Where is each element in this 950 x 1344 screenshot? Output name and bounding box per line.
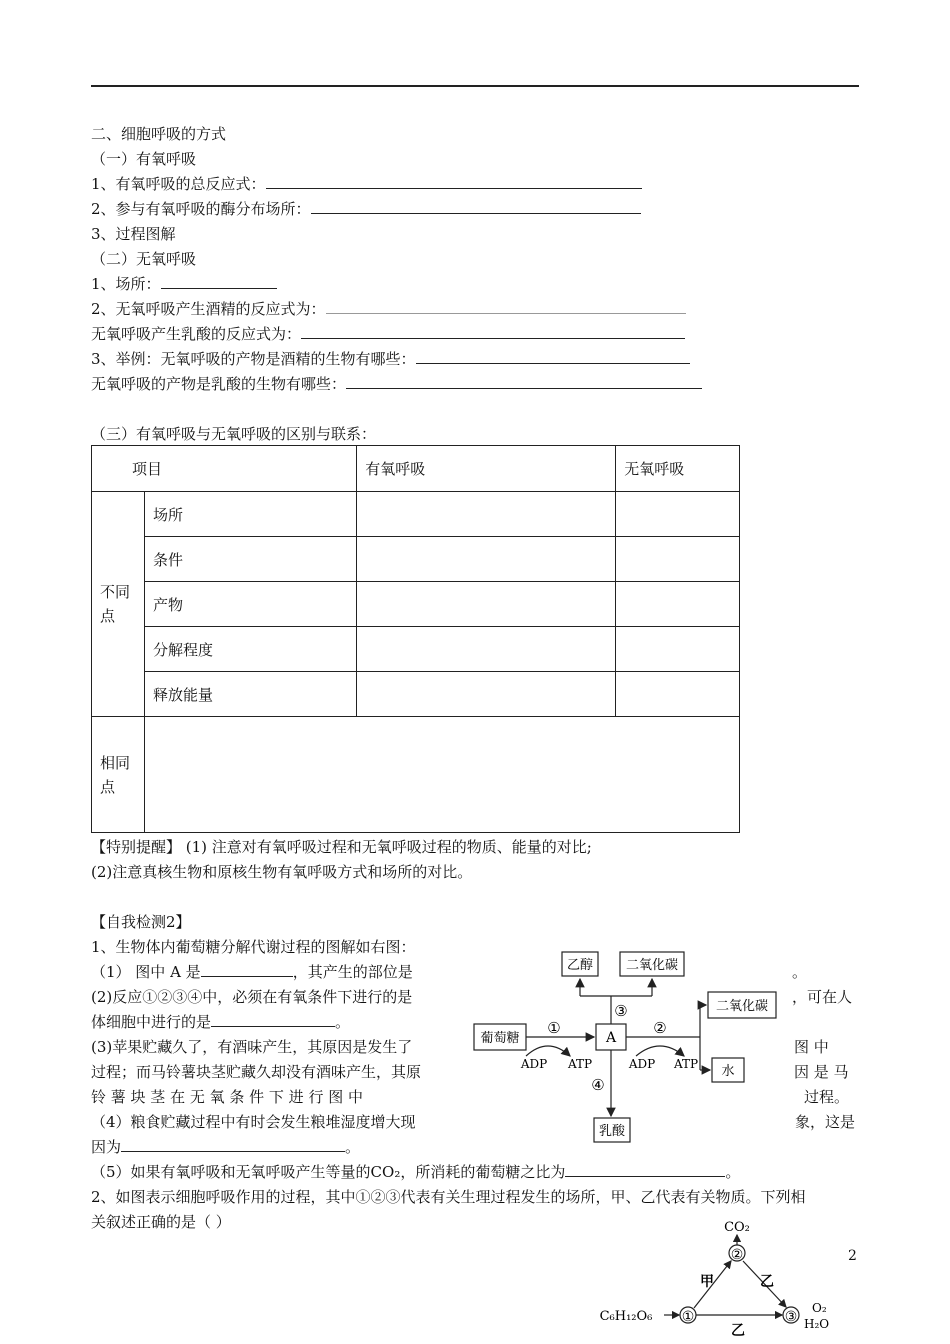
q1-2b: ，可在人: [792, 988, 853, 1006]
ethanol-label: 乙醇: [566, 958, 594, 973]
anaerobic-q3a: 3、举例：无氧呼吸的产物是酒精的生物有哪些：: [91, 349, 690, 369]
page-number: 2: [848, 1248, 857, 1264]
aerobic-q2: 2、参与有氧呼吸的酶分布场所：: [91, 199, 641, 219]
same-label: 相同点: [92, 717, 145, 833]
co2-label: CO₂: [724, 1220, 750, 1235]
cell[interactable]: [145, 717, 740, 833]
respiration-triangle-diagram: [590, 1218, 860, 1343]
blank[interactable]: [266, 174, 642, 189]
cell[interactable]: [357, 582, 616, 627]
compare-title: （三）有氧呼吸与无氧呼吸的区别与联系：: [91, 425, 377, 443]
row-label: 分解程度: [145, 627, 357, 672]
q1-1-end: 。: [792, 963, 808, 981]
header-item: 项目: [92, 446, 357, 492]
row-label: 条件: [145, 537, 357, 582]
cell[interactable]: [357, 672, 616, 717]
blank[interactable]: [121, 1137, 345, 1152]
q1-4c: 因为 。: [91, 1138, 361, 1156]
cell[interactable]: [357, 537, 616, 582]
anaerobic-q3b: 无氧呼吸的产物是乳酸的生物有哪些：: [91, 374, 702, 394]
blank[interactable]: [311, 199, 641, 214]
blank[interactable]: [346, 374, 702, 389]
q1-4b: 象，这是: [795, 1113, 856, 1131]
row-label: 场所: [145, 492, 357, 537]
q2-a: 2、如图表示细胞呼吸作用的过程，其中①②③代表有关生理过程发生的场所，甲、乙代表有关物质。下列相: [91, 1188, 806, 1206]
aerobic-q1: 1、有氧呼吸的总反应式：: [91, 174, 642, 194]
anaerobic-q2a: 2、无氧呼吸产生酒精的反应式为：: [91, 299, 686, 319]
jia-label: 甲: [700, 1274, 714, 1290]
blank[interactable]: [326, 299, 686, 314]
atp-right: ATP: [673, 1057, 699, 1071]
q1-3b: 图 中: [794, 1038, 829, 1056]
q1-3f: 过程。: [804, 1088, 850, 1106]
q1-3c: 过程；而马铃薯块茎贮藏久却没有酒味产生，其原: [91, 1063, 422, 1081]
glucose-metabolism-diagram: [468, 940, 868, 1145]
q2-b: 关叙述正确的是（ ）: [91, 1213, 231, 1231]
anaerobic-q2b: 无氧呼吸产生乳酸的反应式为：: [91, 324, 685, 344]
reminder-1: 【特别提醒】 (1) 注意对有氧呼吸过程和无氧呼吸过程的物质、能量的对比;: [91, 838, 592, 856]
atp-left: ATP: [567, 1057, 593, 1071]
reminder-2: (2)注意真核生物和原核生物有氧呼吸方式和场所的对比。: [91, 863, 473, 881]
o2-label: O₂: [812, 1301, 827, 1315]
section-title: 二、细胞呼吸的方式: [91, 125, 227, 143]
a-label: A: [605, 1030, 617, 1046]
header-anaerobic: 无氧呼吸: [616, 446, 740, 492]
blank[interactable]: [201, 962, 293, 977]
cell[interactable]: [616, 672, 740, 717]
glucose-formula: C₆H₁₂O₆: [599, 1309, 653, 1324]
site-2: ②: [730, 1247, 744, 1263]
q1-3d: 因 是 马: [794, 1063, 849, 1081]
co2-right-label: 二氧化碳: [715, 999, 769, 1014]
h2o-label: H₂O: [804, 1317, 830, 1331]
q1-3e: 铃 薯 块 茎 在 无 氧 条 件 下 进 行 图 中: [91, 1088, 363, 1106]
diff-label: 不同点: [92, 492, 145, 717]
anaerobic-q1: 1、场所：: [91, 274, 277, 294]
q1-1: （1） 图中 A 是 ，其产生的部位是: [91, 963, 413, 981]
q1-4a: （4）粮食贮藏过程中有时会发生粮堆湿度增大现: [91, 1113, 416, 1131]
blank[interactable]: [416, 349, 690, 364]
blank[interactable]: [161, 274, 277, 289]
adp-left: ADP: [520, 1057, 548, 1071]
q1-3a: (3)苹果贮藏久了，有酒味产生，其原因是发生了: [91, 1038, 413, 1056]
site-3: ③: [784, 1309, 798, 1325]
lactic-label: 乳酸: [598, 1124, 626, 1139]
cell[interactable]: [616, 582, 740, 627]
aerobic-q3: 3、过程图解: [91, 225, 176, 243]
row-label: 释放能量: [145, 672, 357, 717]
water-label: 水: [721, 1064, 735, 1079]
yi-right-label: 乙: [760, 1274, 774, 1290]
adp-right: ADP: [628, 1057, 656, 1071]
comparison-table: [91, 445, 740, 833]
cell[interactable]: [357, 627, 616, 672]
blank[interactable]: [301, 324, 685, 339]
blank[interactable]: [565, 1162, 725, 1177]
selfcheck-title: 【自我检测2】: [91, 913, 191, 931]
co2-top-label: 二氧化碳: [625, 958, 679, 973]
cell[interactable]: [616, 537, 740, 582]
anaerobic-title: （二）无氧呼吸: [91, 250, 197, 268]
q1-5: （5）如果有氧呼吸和无氧呼吸产生等量的CO₂，所消耗的葡萄糖之比为 。: [91, 1163, 741, 1181]
row-label: 产物: [145, 582, 357, 627]
aerobic-title: （一）有氧呼吸: [91, 150, 197, 168]
cell[interactable]: [357, 492, 616, 537]
site-1: ①: [681, 1309, 695, 1325]
header-aerobic: 有氧呼吸: [357, 446, 616, 492]
q1-2c: 体细胞中进行的是 。: [91, 1013, 351, 1031]
glucose-label: 葡萄糖: [480, 1031, 520, 1046]
header-rule: [91, 85, 859, 87]
cell[interactable]: [616, 492, 740, 537]
step-3: ③: [614, 1002, 628, 1020]
blank[interactable]: [211, 1012, 335, 1027]
step-1: ①: [547, 1019, 561, 1037]
yi-bottom-label: 乙: [731, 1323, 745, 1339]
cell[interactable]: [616, 627, 740, 672]
step-4: ④: [591, 1076, 605, 1094]
step-2: ②: [653, 1019, 667, 1037]
q1-2a: (2)反应①②③④中，必须在有氧条件下进行的是: [91, 988, 413, 1006]
q1-stem: 1、生物体内葡萄糖分解代谢过程的图解如右图：: [91, 938, 416, 956]
